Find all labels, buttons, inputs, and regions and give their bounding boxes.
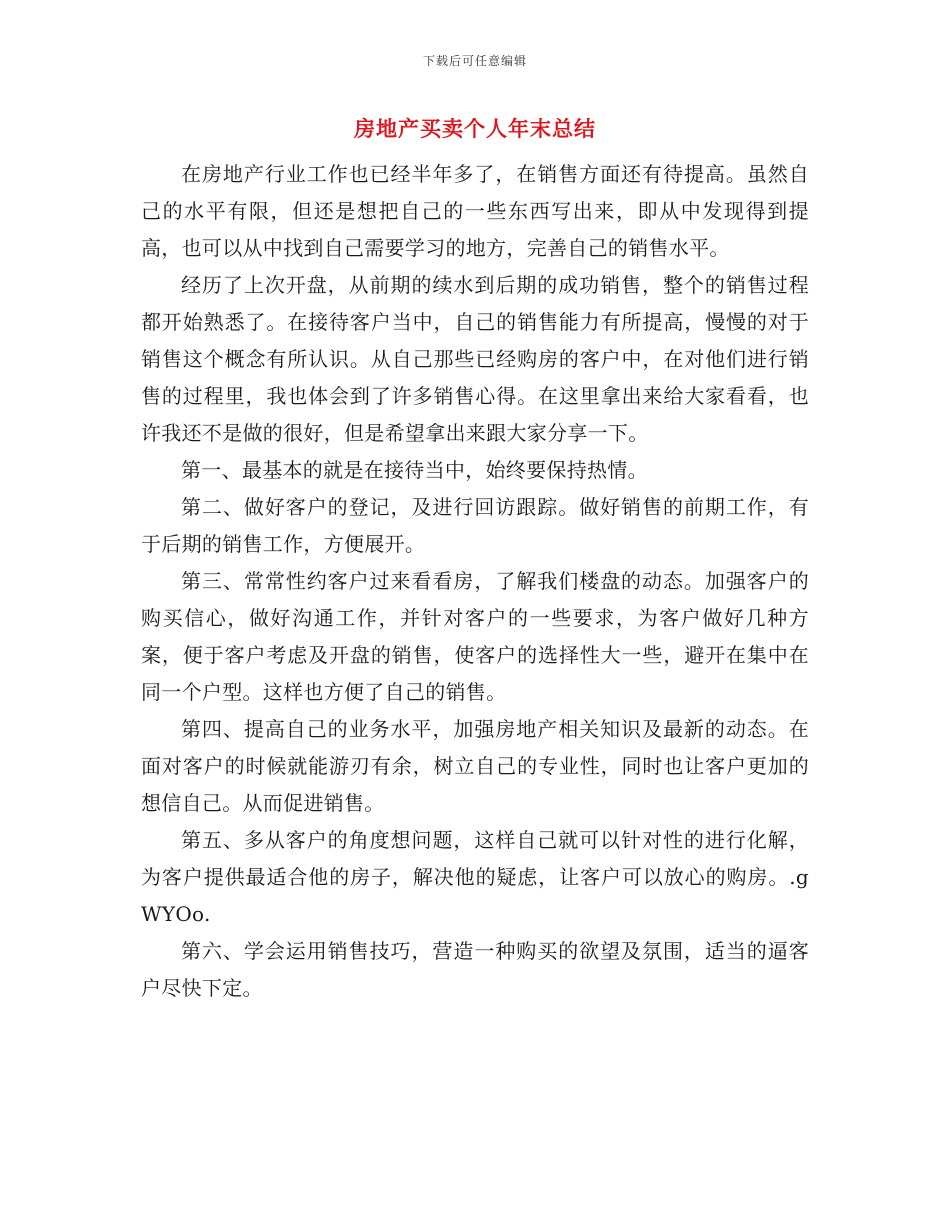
paragraph-point-5: 第五、多从客户的角度想问题，这样自己就可以针对性的进行化解，为客户提供最适合他的房子，解决他的疑虑，让客户可以放心的购房。.gWYOo. bbox=[141, 828, 809, 926]
paragraph-point-6: 第六、学会运用销售技巧，营造一种购买的欲望及氛围，适当的逼客户尽快下定。 bbox=[141, 939, 809, 1000]
paragraph-point-1: 第一、最基本的就是在接待当中，始终要保持热情。 bbox=[181, 458, 648, 482]
paragraph-point-3: 第三、常常性约客户过来看看房，了解我们楼盘的动态。加强客户的购买信心，做好沟通工作，并针对客户的一些要求，为客户做好几种方案，便于客户考虑及开盘的销售，使客户的选择性大一些，避开在集中在同一个户型。这样也方便了自己的销售。 bbox=[141, 569, 809, 704]
paragraph-point-4: 第四、提高自己的业务水平，加强房地产相关知识及最新的动态。在面对客户的时候就能游刃有余，树立自己的专业性，同时也让客户更加的想信自己。从而促进销售。 bbox=[141, 717, 809, 815]
paragraph-intro: 在房地产行业工作也已经半年多了，在销售方面还有待提高。虽然自己的水平有限，但还是想把自己的一些东西写出来，即从中发现得到提高，也可以从中找到自己需要学习的地方，完善自己的销售水平。 bbox=[141, 162, 809, 260]
header-note: 下载后可任意编辑 bbox=[422, 54, 527, 68]
paragraph-experience: 经历了上次开盘，从前期的续水到后期的成功销售，整个的销售过程都开始熟悉了。在接待客户当中，自己的销售能力有所提高，慢慢的对于销售这个概念有所认识。从自己那些已经购房的客户中，在对他们进行销售的过程里，我也体会到了许多销售心得。在这里拿出来给大家看看，也许我还不是做的很好，但是希望拿出来跟大家分享一下。 bbox=[141, 273, 809, 445]
document-title: 房地产买卖个人年末总结 bbox=[354, 116, 596, 141]
paragraph-point-2: 第二、做好客户的登记，及进行回访跟踪。做好销售的前期工作，有于后期的销售工作，方便展开。 bbox=[141, 495, 809, 556]
document-body bbox=[141, 156, 809, 1007]
